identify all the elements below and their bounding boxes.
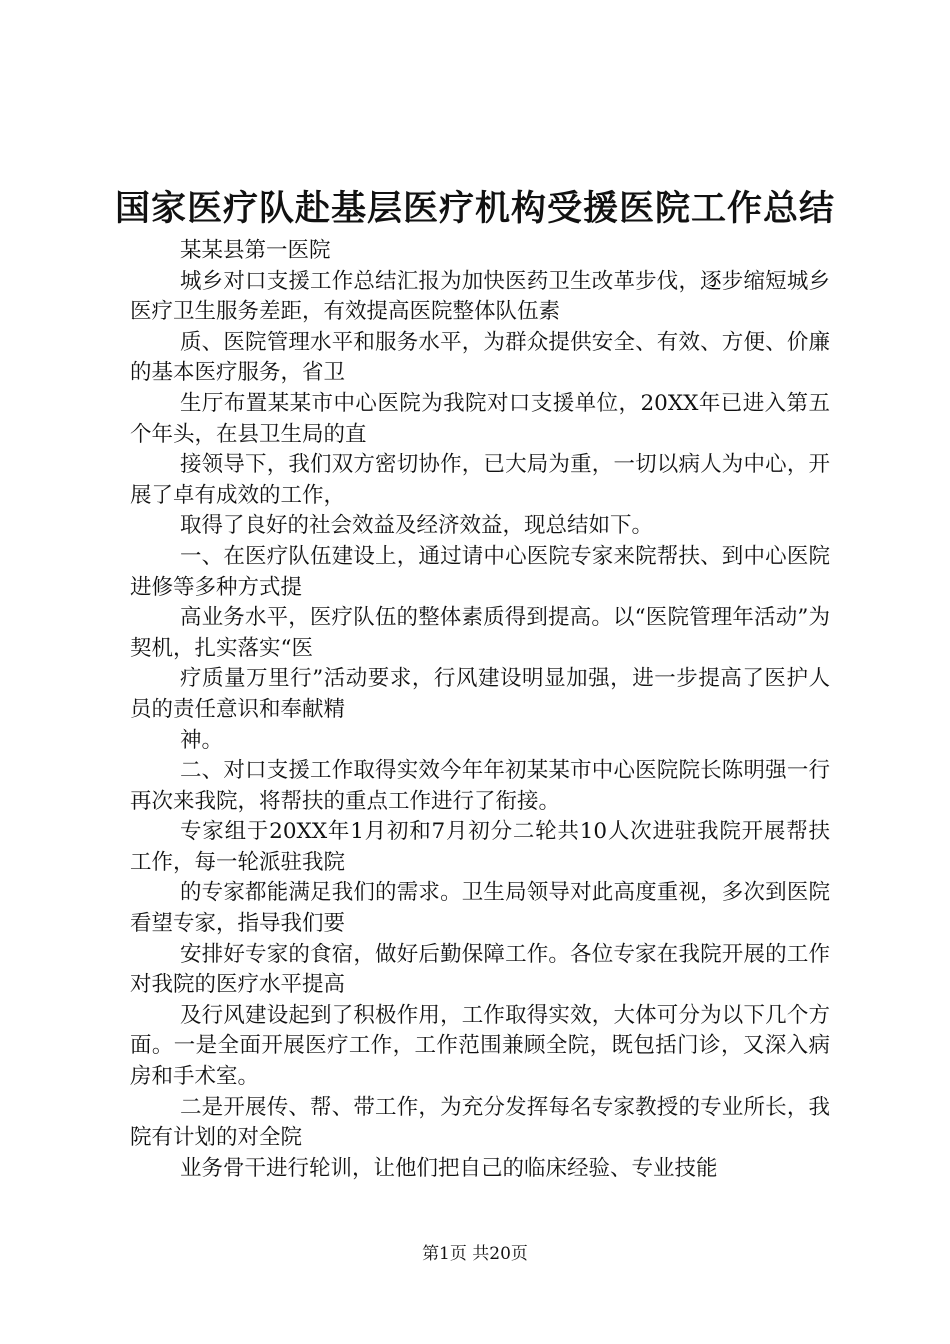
paragraph: 业务骨干进行轮训，让他们把自己的临床经验、专业技能	[180, 1155, 718, 1181]
paragraph: 二、对口支援工作取得实效今年年初某某市中心医院院长陈明强一行再次来我院，将帮扶的重点工作进行了衔接。	[130, 758, 830, 814]
paragraph: 一、在医疗队伍建设上，通过请中心医院专家来院帮扶、到中心医院进修等多种方式提	[130, 543, 830, 600]
paragraph: 生厅布置某某市中心医院为我院对口支援单位，20XX年已进入第五个年头，在县卫生局的直	[130, 390, 830, 447]
paragraph: 疗质量万里行”活动要求，行风建设明显加强，进一步提高了医护人员的责任意识和奉献精	[130, 666, 830, 722]
paragraph: 专家组于20XX年1月初和7月初分二轮共10人次进驻我院开展帮扶工作，每一轮派驻我院	[130, 819, 830, 875]
paragraph: 神。	[180, 727, 224, 753]
document-title: 国家医疗队赴基层医疗机构受援医院工作总结	[114, 188, 835, 229]
paragraph: 接领导下，我们双方密切协作，已大局为重，一切以病人为中心，开展了卓有成效的工作，	[130, 452, 830, 508]
paragraph: 及行风建设起到了积极作用，工作取得实效，大体可分为以下几个方面。一是全面开展医疗工作，工作范围兼顾全院，既包括门诊，又深入病房和手术室。	[130, 1002, 830, 1090]
document-body	[130, 236, 830, 1184]
paragraph: 二是开展传、帮、带工作，为充分发挥每名专家教授的专业所长，我院有计划的对全院	[130, 1094, 830, 1151]
paragraph: 安排好专家的食宿，做好后勤保障工作。各位专家在我院开展的工作对我院的医疗水平提高	[130, 941, 830, 998]
paragraph: 城乡对口支援工作总结汇报为加快医药卫生改革步伐，逐步缩短城乡医疗卫生服务差距，有效提高医院整体队伍素	[130, 268, 830, 325]
paragraph: 的专家都能满足我们的需求。卫生局领导对此高度重视，多次到医院看望专家，指导我们要	[130, 880, 830, 937]
paragraph: 某某县第一医院	[180, 238, 331, 263]
page-number-footer: 第1页 共20页	[422, 1244, 528, 1264]
paragraph: 高业务水平，医疗队伍的整体素质得到提高。以“医院管理年活动”为契机，扎实落实“医	[130, 605, 830, 661]
paragraph: 质、医院管理水平和服务水平，为群众提供安全、有效、方便、价廉的基本医疗服务，省卫	[130, 329, 830, 386]
paragraph: 取得了良好的社会效益及经济效益，现总结如下。	[180, 513, 654, 539]
